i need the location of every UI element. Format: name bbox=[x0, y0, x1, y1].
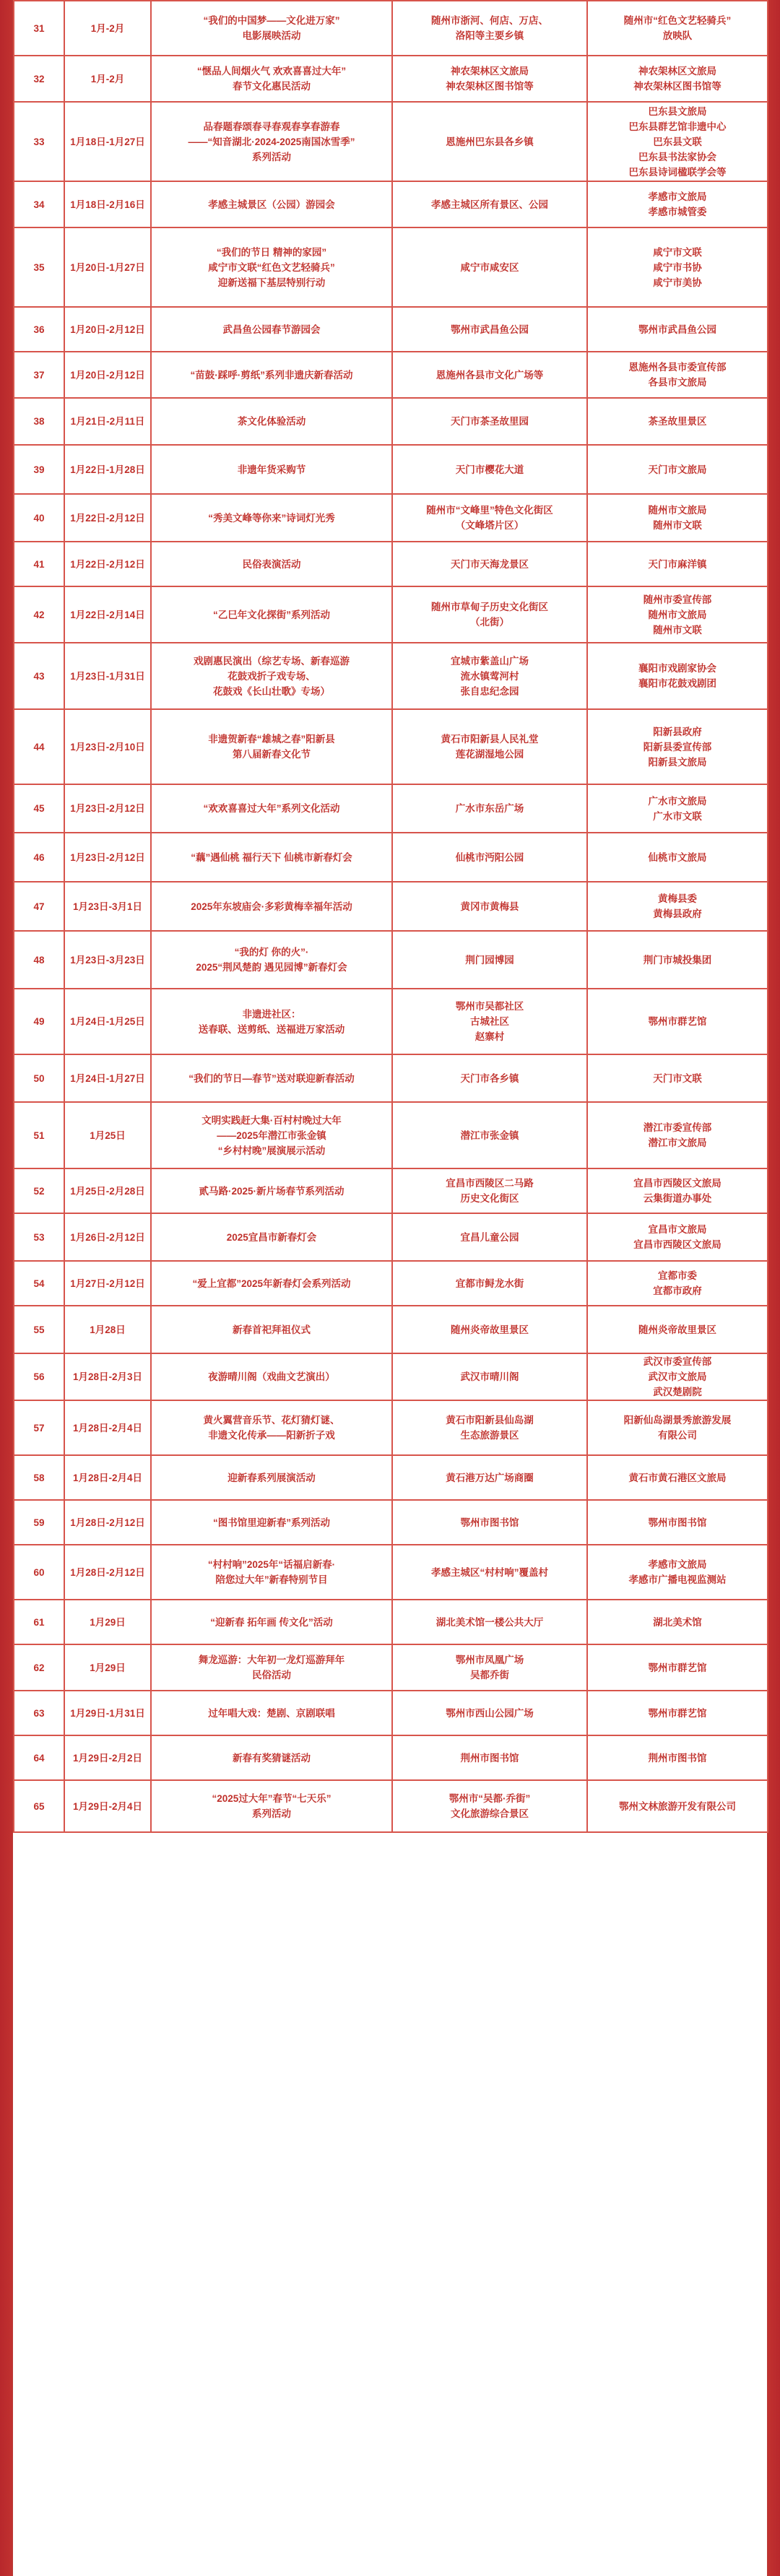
event-name: 民俗表演活动 bbox=[151, 542, 392, 586]
event-venue: 湖北美术馆一楼公共大厅 bbox=[392, 1600, 587, 1644]
table-row bbox=[14, 586, 768, 643]
table-bottom-strip bbox=[13, 2571, 767, 2576]
table-row bbox=[14, 1600, 768, 1644]
row-number: 60 bbox=[14, 1545, 64, 1600]
event-venue: 宜昌市西陵区二马路 历史文化街区 bbox=[392, 1168, 587, 1213]
event-date: 1月23日-1月31日 bbox=[64, 643, 151, 709]
event-name: 2025年东坡庙会·多彩黄梅幸福年活动 bbox=[151, 882, 392, 931]
event-date: 1月27日-2月12日 bbox=[64, 1261, 151, 1306]
event-name: 武昌鱼公园春节游园会 bbox=[151, 307, 392, 352]
row-number: 49 bbox=[14, 989, 64, 1054]
table-row bbox=[14, 307, 768, 352]
event-organizer: 随州市文旅局 随州市文联 bbox=[587, 494, 768, 542]
event-venue: 宜都市鲟龙水街 bbox=[392, 1261, 587, 1306]
row-number: 39 bbox=[14, 445, 64, 494]
table-row bbox=[14, 989, 768, 1054]
table-row bbox=[14, 56, 768, 102]
event-date: 1月25日 bbox=[64, 1102, 151, 1168]
event-date: 1月23日-3月23日 bbox=[64, 931, 151, 989]
event-name: 茶文化体验活动 bbox=[151, 398, 392, 445]
event-name: 新春首祀拜祖仪式 bbox=[151, 1306, 392, 1353]
event-name: 黄火翼营音乐节、花灯猜灯谜、 非遗文化传承——阳新折子戏 bbox=[151, 1400, 392, 1455]
event-name: 非遗贺新春“雄城之春”阳新县 第八届新春文化节 bbox=[151, 709, 392, 784]
event-organizer: 鄂州市图书馆 bbox=[587, 1500, 768, 1545]
event-organizer: 随州市委宣传部 随州市文旅局 随州市文联 bbox=[587, 586, 768, 643]
event-organizer: 恩施州各县市委宣传部 各县市文旅局 bbox=[587, 352, 768, 398]
table-row bbox=[14, 352, 768, 398]
event-venue: 荆州市图书馆 bbox=[392, 1735, 587, 1780]
table-row bbox=[14, 784, 768, 833]
schedule-sheet bbox=[13, 0, 767, 2576]
table-row bbox=[14, 181, 768, 227]
event-venue: 孝感主城区“村村响”覆盖村 bbox=[392, 1545, 587, 1600]
row-number: 42 bbox=[14, 586, 64, 643]
event-date: 1月-2月 bbox=[64, 56, 151, 102]
event-venue: 鄂州市武昌鱼公园 bbox=[392, 307, 587, 352]
event-organizer: 宜昌市文旅局 宜昌市西陵区文旅局 bbox=[587, 1213, 768, 1261]
event-date: 1月22日-2月14日 bbox=[64, 586, 151, 643]
event-name: 文明实践赶大集·百村村晚过大年 ——2025年潜江市张金镇 “乡村村晚”展演展示活动 bbox=[151, 1102, 392, 1168]
event-date: 1月20日-2月12日 bbox=[64, 307, 151, 352]
event-venue: 黄石港万达广场商圈 bbox=[392, 1455, 587, 1500]
event-venue: 潜江市张金镇 bbox=[392, 1102, 587, 1168]
event-name: “村村响”2025年“话福启新春· 陪您过大年”新春特别节目 bbox=[151, 1545, 392, 1600]
table-row bbox=[14, 1455, 768, 1500]
event-organizer: 武汉市委宣传部 武汉市文旅局 武汉楚剧院 bbox=[587, 1353, 768, 1400]
event-name: “欢欢喜喜过大年”系列文化活动 bbox=[151, 784, 392, 833]
table-row bbox=[14, 882, 768, 931]
row-number: 61 bbox=[14, 1600, 64, 1644]
event-date: 1月21日-2月11日 bbox=[64, 398, 151, 445]
event-venue: 恩施州巴东县各乡镇 bbox=[392, 102, 587, 181]
event-venue: 随州市浙河、何店、万店、 洛阳等主要乡镇 bbox=[392, 1, 587, 56]
table-row bbox=[14, 1306, 768, 1353]
event-date: 1月24日-1月25日 bbox=[64, 989, 151, 1054]
event-date: 1月26日-2月12日 bbox=[64, 1213, 151, 1261]
row-number: 50 bbox=[14, 1054, 64, 1102]
table-row bbox=[14, 1691, 768, 1735]
event-organizer: 襄阳市戏剧家协会 襄阳市花鼓戏剧团 bbox=[587, 643, 768, 709]
event-organizer: 阳新仙岛湖景秀旅游发展 有限公司 bbox=[587, 1400, 768, 1455]
table-row bbox=[14, 1353, 768, 1400]
row-number: 35 bbox=[14, 227, 64, 307]
event-venue: 随州炎帝故里景区 bbox=[392, 1306, 587, 1353]
event-name: 非遗进社区： 送春联、送剪纸、送福进万家活动 bbox=[151, 989, 392, 1054]
event-name: “藕”遇仙桃 福行天下 仙桃市新春灯会 bbox=[151, 833, 392, 882]
event-venue: 天门市茶圣故里园 bbox=[392, 398, 587, 445]
event-venue: 鄂州市“吴都·乔街” 文化旅游综合景区 bbox=[392, 1780, 587, 1832]
row-number: 34 bbox=[14, 181, 64, 227]
event-date: 1月24日-1月27日 bbox=[64, 1054, 151, 1102]
event-venue: 天门市各乡镇 bbox=[392, 1054, 587, 1102]
row-number: 63 bbox=[14, 1691, 64, 1735]
event-name: 舞龙巡游：大年初一龙灯巡游拜年 民俗活动 bbox=[151, 1644, 392, 1691]
event-date: 1月29日 bbox=[64, 1644, 151, 1691]
event-name: 贰马路·2025·新片场春节系列活动 bbox=[151, 1168, 392, 1213]
event-organizer: 孝感市文旅局 孝感市城管委 bbox=[587, 181, 768, 227]
event-venue: 鄂州市凤凰广场 吴都乔街 bbox=[392, 1644, 587, 1691]
row-number: 57 bbox=[14, 1400, 64, 1455]
event-name: “迎新春 拓年画 传文化”活动 bbox=[151, 1600, 392, 1644]
row-number: 55 bbox=[14, 1306, 64, 1353]
event-date: 1月29日 bbox=[64, 1600, 151, 1644]
event-organizer: 潜江市委宣传部 潜江市文旅局 bbox=[587, 1102, 768, 1168]
event-name: 非遗年货采购节 bbox=[151, 445, 392, 494]
event-name: “我的灯 你的火”· 2025“荆风楚韵 遇见园博”新春灯会 bbox=[151, 931, 392, 989]
event-organizer: 湖北美术馆 bbox=[587, 1600, 768, 1644]
event-venue: 武汉市晴川阁 bbox=[392, 1353, 587, 1400]
event-venue: 鄂州市图书馆 bbox=[392, 1500, 587, 1545]
event-name: “图书馆里迎新春”系列活动 bbox=[151, 1500, 392, 1545]
row-number: 38 bbox=[14, 398, 64, 445]
event-date: 1月22日-1月28日 bbox=[64, 445, 151, 494]
table-row bbox=[14, 931, 768, 989]
row-number: 47 bbox=[14, 882, 64, 931]
event-organizer: 天门市文旅局 bbox=[587, 445, 768, 494]
event-venue: 宜昌儿童公园 bbox=[392, 1213, 587, 1261]
event-name: “苗鼓·踩呼·剪纸”系列非遗庆新春活动 bbox=[151, 352, 392, 398]
event-organizer: 茶圣故里景区 bbox=[587, 398, 768, 445]
event-name: “2025过大年”春节“七天乐” 系列活动 bbox=[151, 1780, 392, 1832]
event-date: 1月28日-2月4日 bbox=[64, 1455, 151, 1500]
event-organizer: 天门市文联 bbox=[587, 1054, 768, 1102]
event-venue: 孝感主城区所有景区、公园 bbox=[392, 181, 587, 227]
event-name: 新春有奖猜谜活动 bbox=[151, 1735, 392, 1780]
row-number: 64 bbox=[14, 1735, 64, 1780]
table-row bbox=[14, 542, 768, 586]
table-row bbox=[14, 1644, 768, 1691]
event-organizer: 天门市麻洋镇 bbox=[587, 542, 768, 586]
event-date: 1月28日-2月12日 bbox=[64, 1545, 151, 1600]
row-number: 46 bbox=[14, 833, 64, 882]
event-organizer: 巴东县文旅局 巴东县群艺馆非遗中心 巴东县文联 巴东县书法家协会 巴东县诗词楹联学会等 bbox=[587, 102, 768, 181]
event-venue: 恩施州各县市文化广场等 bbox=[392, 352, 587, 398]
event-organizer: 神农架林区文旅局 神农架林区图书馆等 bbox=[587, 56, 768, 102]
event-name: “乙巳年文化探街”系列活动 bbox=[151, 586, 392, 643]
event-name: 迎新春系列展演活动 bbox=[151, 1455, 392, 1500]
event-organizer: 宜都市委 宜都市政府 bbox=[587, 1261, 768, 1306]
event-venue: 宜城市紫盖山广场 流水镇莺河村 张自忠纪念园 bbox=[392, 643, 587, 709]
table-row bbox=[14, 1400, 768, 1455]
event-organizer: 仙桃市文旅局 bbox=[587, 833, 768, 882]
event-date: 1月28日-2月3日 bbox=[64, 1353, 151, 1400]
row-number: 62 bbox=[14, 1644, 64, 1691]
event-organizer: 黄梅县委 黄梅县政府 bbox=[587, 882, 768, 931]
event-venue: 鄂州市吴都社区 古城社区 赵寨村 bbox=[392, 989, 587, 1054]
event-organizer: 荆门市城投集团 bbox=[587, 931, 768, 989]
event-name: “惬品人间烟火气 欢欢喜喜过大年” 春节文化惠民活动 bbox=[151, 56, 392, 102]
event-organizer: 随州炎帝故里景区 bbox=[587, 1306, 768, 1353]
row-number: 56 bbox=[14, 1353, 64, 1400]
table-row bbox=[14, 709, 768, 784]
event-venue: 黄石市阳新县人民礼堂 莲花湖湿地公园 bbox=[392, 709, 587, 784]
event-venue: 神农架林区文旅局 神农架林区图书馆等 bbox=[392, 56, 587, 102]
table-row bbox=[14, 1780, 768, 1832]
event-date: 1月18日-1月27日 bbox=[64, 102, 151, 181]
event-name: “爱上宜都”2025年新春灯会系列活动 bbox=[151, 1261, 392, 1306]
row-number: 45 bbox=[14, 784, 64, 833]
event-venue: 黄冈市黄梅县 bbox=[392, 882, 587, 931]
event-name: “秀美文峰等你来”诗词灯光秀 bbox=[151, 494, 392, 542]
event-organizer: 鄂州市群艺馆 bbox=[587, 1691, 768, 1735]
event-organizer: 咸宁市文联 咸宁市书协 咸宁市美协 bbox=[587, 227, 768, 307]
event-venue: 仙桃市沔阳公园 bbox=[392, 833, 587, 882]
event-organizer: 随州市“红色文艺轻骑兵” 放映队 bbox=[587, 1, 768, 56]
event-date: 1月23日-2月12日 bbox=[64, 784, 151, 833]
event-date: 1月-2月 bbox=[64, 1, 151, 56]
event-organizer: 黄石市黄石港区文旅局 bbox=[587, 1455, 768, 1500]
event-name: 夜游晴川阁（戏曲文艺演出） bbox=[151, 1353, 392, 1400]
table-row bbox=[14, 102, 768, 181]
row-number: 59 bbox=[14, 1500, 64, 1545]
event-organizer: 孝感市文旅局 孝感市广播电视监测站 bbox=[587, 1545, 768, 1600]
row-number: 41 bbox=[14, 542, 64, 586]
table-row bbox=[14, 1500, 768, 1545]
event-organizer: 鄂州市群艺馆 bbox=[587, 1644, 768, 1691]
event-venue: 咸宁市咸安区 bbox=[392, 227, 587, 307]
event-organizer: 鄂州市武昌鱼公园 bbox=[587, 307, 768, 352]
events-table-body bbox=[14, 1, 768, 1832]
row-number: 40 bbox=[14, 494, 64, 542]
event-date: 1月20日-1月27日 bbox=[64, 227, 151, 307]
row-number: 32 bbox=[14, 56, 64, 102]
row-number: 65 bbox=[14, 1780, 64, 1832]
event-date: 1月22日-2月12日 bbox=[64, 542, 151, 586]
row-number: 54 bbox=[14, 1261, 64, 1306]
table-row bbox=[14, 398, 768, 445]
event-organizer: 荆州市图书馆 bbox=[587, 1735, 768, 1780]
row-number: 33 bbox=[14, 102, 64, 181]
event-name: 过年唱大戏：楚剧、京剧联唱 bbox=[151, 1691, 392, 1735]
event-organizer: 广水市文旅局 广水市文联 bbox=[587, 784, 768, 833]
event-venue: 随州市“文峰里”特色文化街区 （文峰塔片区） bbox=[392, 494, 587, 542]
event-venue: 随州市草甸子历史文化街区 （北街） bbox=[392, 586, 587, 643]
event-organizer: 鄂州文林旅游开发有限公司 bbox=[587, 1780, 768, 1832]
event-date: 1月23日-2月10日 bbox=[64, 709, 151, 784]
row-number: 43 bbox=[14, 643, 64, 709]
table-row bbox=[14, 445, 768, 494]
event-date: 1月28日-2月4日 bbox=[64, 1400, 151, 1455]
row-number: 44 bbox=[14, 709, 64, 784]
table-row bbox=[14, 643, 768, 709]
event-date: 1月28日-2月12日 bbox=[64, 1500, 151, 1545]
table-row bbox=[14, 1261, 768, 1306]
event-organizer: 阳新县政府 阳新县委宣传部 阳新县文旅局 bbox=[587, 709, 768, 784]
event-name: 品春题春颂春寻春观春享春游春 ——“知音湖北·2024-2025南国冰雪季” 系列活动 bbox=[151, 102, 392, 181]
event-date: 1月23日-2月12日 bbox=[64, 833, 151, 882]
event-venue: 广水市东岳广场 bbox=[392, 784, 587, 833]
event-name: “我们的中国梦——文化进万家” 电影展映活动 bbox=[151, 1, 392, 56]
table-row bbox=[14, 227, 768, 307]
table-row bbox=[14, 1168, 768, 1213]
table-row bbox=[14, 833, 768, 882]
event-date: 1月25日-2月28日 bbox=[64, 1168, 151, 1213]
row-number: 31 bbox=[14, 1, 64, 56]
table-row bbox=[14, 1213, 768, 1261]
event-organizer: 鄂州市群艺馆 bbox=[587, 989, 768, 1054]
event-venue: 荆门园博园 bbox=[392, 931, 587, 989]
event-venue: 黄石市阳新县仙岛湖 生态旅游景区 bbox=[392, 1400, 587, 1455]
event-date: 1月18日-2月16日 bbox=[64, 181, 151, 227]
event-venue: 鄂州市西山公园广场 bbox=[392, 1691, 587, 1735]
row-number: 36 bbox=[14, 307, 64, 352]
event-name: 2025宜昌市新春灯会 bbox=[151, 1213, 392, 1261]
event-date: 1月29日-2月2日 bbox=[64, 1735, 151, 1780]
event-name: “我们的节日—春节”送对联迎新春活动 bbox=[151, 1054, 392, 1102]
event-venue: 天门市樱花大道 bbox=[392, 445, 587, 494]
table-row bbox=[14, 1545, 768, 1600]
event-date: 1月23日-3月1日 bbox=[64, 882, 151, 931]
table-row bbox=[14, 494, 768, 542]
table-row bbox=[14, 1054, 768, 1102]
row-number: 48 bbox=[14, 931, 64, 989]
event-date: 1月29日-1月31日 bbox=[64, 1691, 151, 1735]
event-name: “我们的节日 精神的家园” 咸宁市文联“红色文艺轻骑兵” 迎新送福下基层特别行动 bbox=[151, 227, 392, 307]
table-row bbox=[14, 1102, 768, 1168]
events-table bbox=[13, 0, 768, 1833]
row-number: 51 bbox=[14, 1102, 64, 1168]
event-date: 1月20日-2月12日 bbox=[64, 352, 151, 398]
table-row bbox=[14, 1735, 768, 1780]
table-row bbox=[14, 1, 768, 56]
event-name: 戏剧惠民演出（综艺专场、新春巡游 花鼓戏折子戏专场、 花鼓戏《长山壮歌》专场） bbox=[151, 643, 392, 709]
row-number: 53 bbox=[14, 1213, 64, 1261]
event-organizer: 宜昌市西陵区文旅局 云集街道办事处 bbox=[587, 1168, 768, 1213]
row-number: 58 bbox=[14, 1455, 64, 1500]
row-number: 52 bbox=[14, 1168, 64, 1213]
event-date: 1月22日-2月12日 bbox=[64, 494, 151, 542]
event-name: 孝感主城景区（公园）游园会 bbox=[151, 181, 392, 227]
event-date: 1月29日-2月4日 bbox=[64, 1780, 151, 1832]
event-venue: 天门市天海龙景区 bbox=[392, 542, 587, 586]
row-number: 37 bbox=[14, 352, 64, 398]
event-date: 1月28日 bbox=[64, 1306, 151, 1353]
